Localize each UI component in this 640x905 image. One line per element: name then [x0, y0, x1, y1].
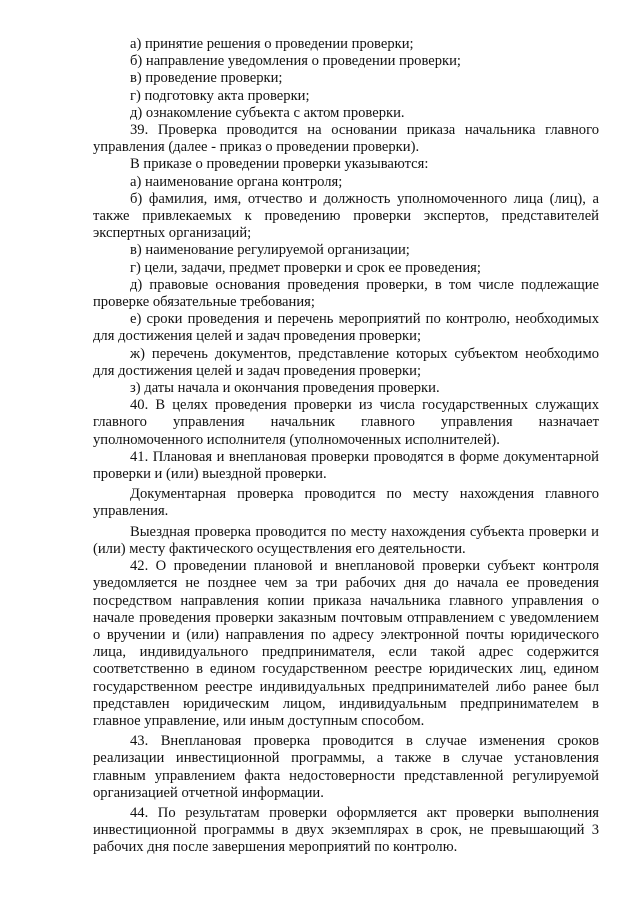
clause-44: 44. По результатам проверки оформляется акт проверки выполнения инвестиционной программы в двух экземплярах в срок, не превышающий 3 рабочих дня после завершения мероприятий по контролю.	[93, 804, 599, 856]
list-item-d: д) ознакомление субъекта с актом проверки.	[130, 104, 405, 121]
order-item-zh: ж) перечень документов, представление которых субъектом необходимо для достижения целей и задач проведения проверки;	[93, 345, 599, 379]
clause-39: 39. Проверка проводится на основании приказа начальника главного управления (далее - приказ о проведении проверки).	[93, 122, 599, 156]
document-body	[93, 36, 599, 857]
order-item-g: г) цели, задачи, предмет проверки и срок ее проведения;	[130, 259, 481, 276]
list-item-a: а) принятие решения о проведении проверки;	[130, 36, 414, 52]
onsite-check-paragraph: Выездная проверка проводится по месту нахождения субъекта проверки и (или) месту фактического осуществления его деятельности.	[93, 523, 599, 557]
order-item-z: з) даты начала и окончания проведения проверки.	[130, 380, 440, 397]
order-item-b: б) фамилия, имя, отчество и должность уполномоченного лица (лиц), а также привлекаемых к проведению проверки экспертов, представителей экспертных организаций;	[93, 190, 599, 242]
list-item-b: б) направление уведомления о проведении проверки;	[130, 53, 461, 70]
list-item-v: в) проведение проверки;	[130, 70, 283, 87]
order-item-v: в) наименование регулируемой организации;	[130, 242, 410, 259]
clause-42: 42. О проведении плановой и внеплановой проверки субъект контроля уведомляется не позднее чем за три рабочих дня до начала ее проведения посредством направления копии приказа начальника главного управления о начале проведения проверки заказным почтовым отправлением с уведомлением о вручении и (или) направления по адресу электронной почты юридического лица, индивидуального предпринимателя, если такой адрес содержится соответственно в едином государственном реестре юридических лиц, едином государственном реестре индивидуальных предпринимателей либо ранее был представлен юридическим лицом, индивидуальным предпринимателем в главное управление, или иным доступным способом.	[93, 558, 599, 729]
clause-41: 41. Плановая и внеплановая проверки проводятся в форме документарной проверки и (или) выездной проверки.	[93, 448, 599, 483]
clause-43: 43. Внеплановая проверка проводится в случае изменения сроков реализации инвестиционной программы, а также в случае установления главным управлением факта недостоверности представленной регулируемой организацией отчетной информации.	[93, 733, 599, 801]
order-item-a: а) наименование органа контроля;	[130, 173, 343, 190]
order-item-d: д) правовые основания проведения проверки, в том числе подлежащие проверке обязательные требования;	[93, 276, 599, 311]
order-contents-intro: В приказе о проведении проверки указываются:	[130, 156, 429, 173]
order-item-e: е) сроки проведения и перечень мероприятий по контролю, необходимых для достижения целей и задач проведения проверки;	[93, 311, 599, 345]
clause-40: 40. В целях проведения проверки из числа государственных служащих главного управления начальник главного управления назначает уполномоченного исполнителя (уполномоченных исполнителей).	[93, 397, 599, 448]
documentary-check-paragraph: Документарная проверка проводится по месту нахождения главного управления.	[93, 486, 599, 520]
list-item-g: г) подготовку акта проверки;	[130, 87, 310, 104]
